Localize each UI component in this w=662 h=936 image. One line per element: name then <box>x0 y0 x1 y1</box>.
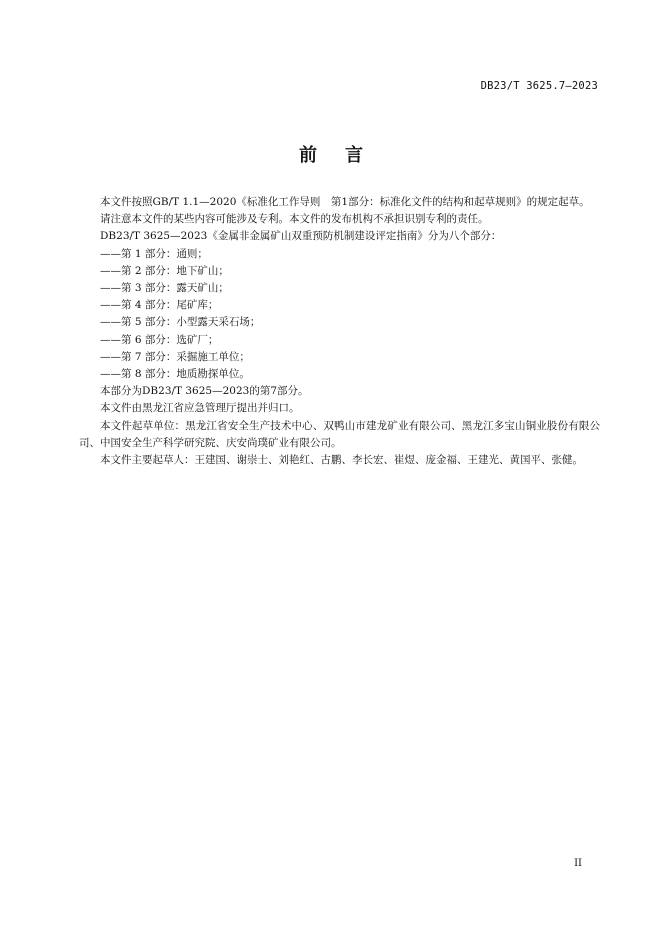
paragraph-drafters: 本文件主要起草人：王建国、谢崇士、刘艳红、古鹏、李长宏、崔煜、庞金福、王建光、黄国平、张健。 <box>100 454 583 467</box>
list-item: ——第 2 部分：地下矿山； <box>100 264 229 277</box>
document-id: DB23/T 3625.7—2023 <box>480 80 598 92</box>
list-item: ——第 4 部分：尾矿库； <box>100 299 219 312</box>
list-item: ——第 5 部分：小型露天采石场； <box>100 316 261 329</box>
paragraph-proposer: 本文件由黑龙江省应急管理厅提出并归口。 <box>100 402 300 415</box>
foreword-body <box>79 194 600 469</box>
paragraph-parts-intro: DB23/T 3625—2023《金属非金属矿山双重预防机制建设评定指南》分为八个部分： <box>100 230 502 243</box>
list-item: ——第 3 部分：露天矿山； <box>100 282 229 295</box>
page-number: II <box>574 858 582 869</box>
paragraph-drafting-rules: 本文件按照GB/T 1.1—2020《标准化工作导则 第1部分：标准化文件的结构和起草规则》的规定起草。 <box>100 196 590 208</box>
list-item: ——第 1 部分：通则； <box>100 247 208 260</box>
paragraph-patent-notice: 请注意本文件的某些内容可能涉及专利。本文件的发布机构不承担识别专利的责任。 <box>100 213 489 226</box>
list-item: ——第 8 部分：地质勘探单位。 <box>100 368 250 381</box>
paragraph-drafting-units: 本文件起草单位：黑龙江省安全生产技术中心、双鸭山市建龙矿业有限公司、黑龙江多宝山铜业股份有限公司、中国安全生产科学研究院、庆安尚璞矿业有限公司。 <box>79 419 600 449</box>
list-item: ——第 7 部分：采掘施工单位； <box>100 350 250 363</box>
list-item: ——第 6 部分：选矿厂； <box>100 333 219 346</box>
paragraph-this-part: 本部分为DB23/T 3625—2023的第7部分。 <box>100 385 309 398</box>
parts-list <box>79 246 600 384</box>
page-title: 前言 <box>299 145 391 166</box>
